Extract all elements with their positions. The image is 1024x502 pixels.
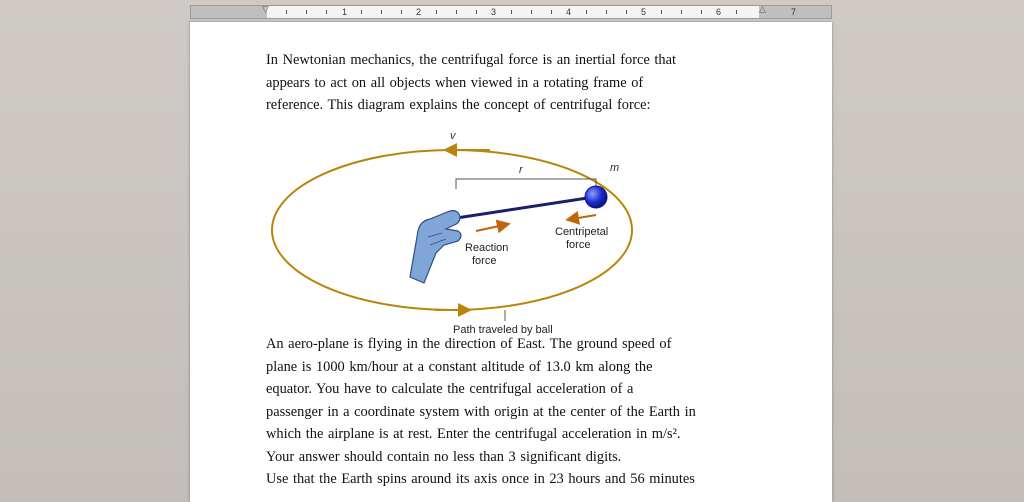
ruler-number: 3: [491, 7, 497, 17]
ruler-tick: [436, 10, 437, 14]
horizontal-ruler[interactable]: [190, 5, 832, 19]
ruler-tick: [361, 10, 362, 14]
ruler-tick: [551, 10, 552, 14]
ball: [585, 186, 607, 208]
velocity-label: v: [450, 130, 456, 142]
ruler-number: 5: [641, 7, 647, 17]
radius-bracket: [456, 179, 596, 189]
reaction-label-line1: Reaction: [465, 242, 509, 254]
ruler-number: 6: [716, 7, 722, 17]
intro-line: appears to act on all objects when viewed in a rotating frame of: [266, 74, 644, 91]
intro-paragraph[interactable]: [266, 49, 766, 117]
ruler-tick: [476, 10, 477, 14]
problem-line: which the airplane is at rest. Enter the centrifugal acceleration in m/s².: [266, 426, 681, 442]
ruler-tick: [681, 10, 682, 14]
problem-line: Use that the Earth spins around its axis once in 23 hours and 56 minutes: [266, 471, 695, 487]
ruler-tick: [626, 10, 627, 14]
centripetal-label-line1: Centripetal: [555, 226, 609, 238]
ruler-tick: [736, 10, 737, 14]
problem-line: An aero-plane is flying in the direction of East. The ground speed of: [266, 336, 672, 352]
intro-line: reference. This diagram explains the concept of centrifugal force:: [266, 97, 651, 113]
ruler-left-margin: [191, 6, 267, 18]
ruler-tick: [606, 10, 607, 14]
ruler-tick: [381, 10, 382, 14]
problem-paragraph[interactable]: [266, 333, 766, 491]
centripetal-force-arrow: [572, 215, 596, 219]
ruler-tick: [511, 10, 512, 14]
ruler-number: 1: [342, 7, 348, 17]
centripetal-label-line2: force: [566, 239, 591, 251]
radius-label: r: [519, 164, 523, 176]
ruler-tick: [661, 10, 662, 14]
ruler-number: 4: [566, 7, 572, 17]
ruler-number: 7: [791, 7, 797, 17]
ruler-tick: [326, 10, 327, 14]
problem-line: Your answer should contain no less than 3 significant digits.: [266, 448, 622, 465]
problem-line: equator. You have to calculate the centrifugal acceleration of a: [266, 381, 634, 397]
ruler-tick: [401, 10, 402, 14]
string-rod: [450, 197, 594, 219]
reaction-label-line2: force: [472, 255, 497, 267]
ruler-tick: [531, 10, 532, 14]
problem-line: passenger in a coordinate system with origin at the center of the Earth in: [266, 403, 696, 420]
right-indent-marker[interactable]: △: [759, 5, 766, 15]
ruler-tick: [586, 10, 587, 14]
reaction-force-arrow: [476, 225, 504, 231]
mass-label: m: [610, 162, 620, 174]
intro-line: In Newtonian mechanics, the centrifugal force is an inertial force that: [266, 52, 676, 68]
hand-icon: [410, 211, 461, 283]
ruler-tick: [456, 10, 457, 14]
ruler-number: 2: [416, 7, 422, 17]
problem-line: plane is 1000 km/hour at a constant altitude of 13.0 km along the: [266, 358, 653, 375]
centrifugal-force-diagram: [260, 127, 650, 336]
ruler-tick: [286, 10, 287, 14]
document-page[interactable]: [190, 22, 832, 502]
ruler-tick: [701, 10, 702, 14]
path-label: Path traveled by ball: [453, 324, 553, 336]
first-line-indent-marker[interactable]: ▽: [262, 5, 269, 15]
ruler-tick: [306, 10, 307, 14]
